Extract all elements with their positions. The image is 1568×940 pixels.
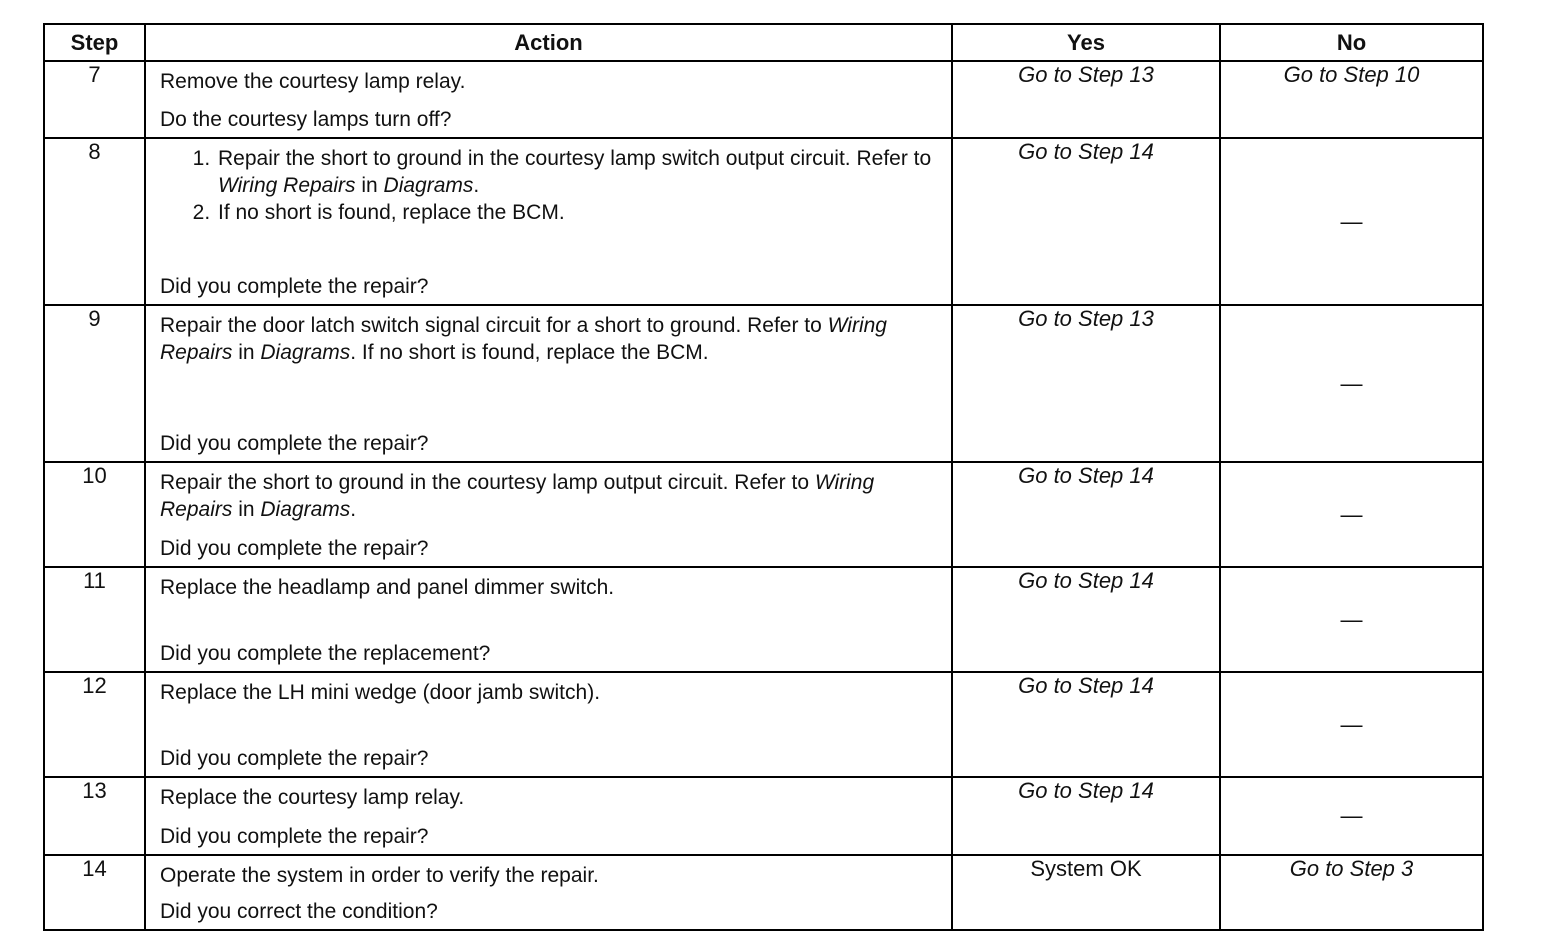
action-text [160, 312, 937, 424]
action-cell [145, 672, 952, 777]
header-step: Step [44, 24, 145, 61]
no-cell [1220, 855, 1483, 930]
table-row [44, 138, 1483, 305]
action-cell [145, 777, 952, 855]
action-text-part: . [350, 498, 357, 521]
list-item [216, 199, 937, 226]
step-number: 10 [44, 462, 145, 567]
step-number: 11 [44, 567, 145, 672]
action-text: Replace the courtesy lamp relay. [160, 786, 465, 809]
action-cell [145, 855, 952, 930]
yes-result: Go to Step 14 [1018, 139, 1154, 164]
action-question: Did you complete the replacement? [160, 642, 491, 665]
action-text-part: . If no short is found, replace the BCM. [350, 341, 709, 364]
yes-result: Go to Step 14 [1018, 778, 1154, 803]
table-row [44, 567, 1483, 672]
action-text [160, 469, 937, 529]
list-item-text: Repair the short to ground in the courtesy lamp switch output circuit. Refer to [218, 147, 932, 170]
table-row [44, 61, 1483, 138]
no-result: Go to Step 3 [1289, 856, 1414, 881]
step-number: 13 [44, 777, 145, 855]
action-question: Did you correct the condition? [160, 900, 438, 923]
action-steps-list [160, 145, 937, 226]
no-cell [1220, 777, 1483, 855]
yes-cell [952, 567, 1220, 672]
action-question: Did you complete the repair? [160, 747, 429, 770]
list-item [216, 145, 937, 199]
action-text-part: in [232, 341, 261, 364]
diagnostic-table [43, 23, 1484, 931]
action-text-part: in [232, 498, 261, 521]
no-result: Go to Step 10 [1283, 62, 1420, 87]
header-row [44, 24, 1483, 61]
no-result: — [1340, 803, 1363, 828]
yes-cell [952, 672, 1220, 777]
step-number: 8 [44, 138, 145, 305]
action-text: Operate the system in order to verify the repair. [160, 864, 599, 887]
step-number: 9 [44, 305, 145, 462]
action-cell [145, 462, 952, 567]
action-question: Did you complete the repair? [160, 275, 429, 298]
step-number: 12 [44, 672, 145, 777]
yes-cell [952, 305, 1220, 462]
header-action: Action [145, 24, 952, 61]
no-cell [1220, 61, 1483, 138]
table-row [44, 672, 1483, 777]
yes-cell [952, 138, 1220, 305]
action-text-part: Repair the short to ground in the courtesy lamp output circuit. Refer to [160, 471, 815, 494]
yes-result: Go to Step 13 [1018, 62, 1154, 87]
action-text: Replace the LH mini wedge (door jamb switch). [160, 681, 601, 704]
no-result: — [1340, 606, 1363, 632]
action-text-part: Repair the door latch switch signal circuit for a short to ground. Refer to [160, 314, 828, 337]
action-cell [145, 138, 952, 305]
yes-result: Go to Step 14 [1018, 673, 1154, 698]
no-result: — [1340, 501, 1363, 527]
header-yes: Yes [952, 24, 1220, 61]
yes-result: Go to Step 14 [1018, 568, 1154, 593]
list-item-reference: Wiring Repairs [218, 174, 356, 197]
action-question: Did you complete the repair? [160, 432, 429, 455]
yes-cell [952, 61, 1220, 138]
list-item-text: If no short is found, replace the BCM. [218, 201, 565, 224]
action-text: Replace the headlamp and panel dimmer switch. [160, 576, 615, 599]
action-question: Do the courtesy lamps turn off? [160, 108, 452, 131]
table-row [44, 305, 1483, 462]
yes-result: Go to Step 13 [1018, 306, 1154, 331]
action-reference: Wiring Repairs [160, 471, 875, 521]
yes-cell [952, 462, 1220, 567]
step-number: 7 [44, 61, 145, 138]
action-question: Did you complete the repair? [160, 825, 429, 848]
action-text [160, 145, 937, 267]
yes-result: System OK [1030, 856, 1142, 881]
list-item-reference: Diagrams [383, 174, 474, 197]
step-number: 14 [44, 855, 145, 930]
yes-cell [952, 855, 1220, 930]
action-reference: Diagrams [260, 498, 351, 521]
no-cell [1220, 462, 1483, 567]
yes-result: Go to Step 14 [1018, 463, 1154, 488]
no-result: — [1340, 711, 1363, 737]
yes-cell [952, 777, 1220, 855]
table-row [44, 777, 1483, 855]
list-item-text: in [355, 174, 384, 197]
action-text: Remove the courtesy lamp relay. [160, 70, 466, 93]
table-row [44, 855, 1483, 930]
no-result: — [1340, 208, 1363, 234]
action-reference: Wiring Repairs [160, 314, 887, 364]
action-reference: Diagrams [260, 341, 351, 364]
no-cell [1220, 567, 1483, 672]
action-cell [145, 305, 952, 462]
action-cell [145, 61, 952, 138]
no-cell [1220, 672, 1483, 777]
no-cell [1220, 138, 1483, 305]
table-row [44, 462, 1483, 567]
header-no: No [1220, 24, 1483, 61]
action-cell [145, 567, 952, 672]
action-question: Did you complete the repair? [160, 537, 429, 560]
list-item-text: . [473, 174, 480, 197]
no-cell [1220, 305, 1483, 462]
no-result: — [1340, 370, 1363, 396]
